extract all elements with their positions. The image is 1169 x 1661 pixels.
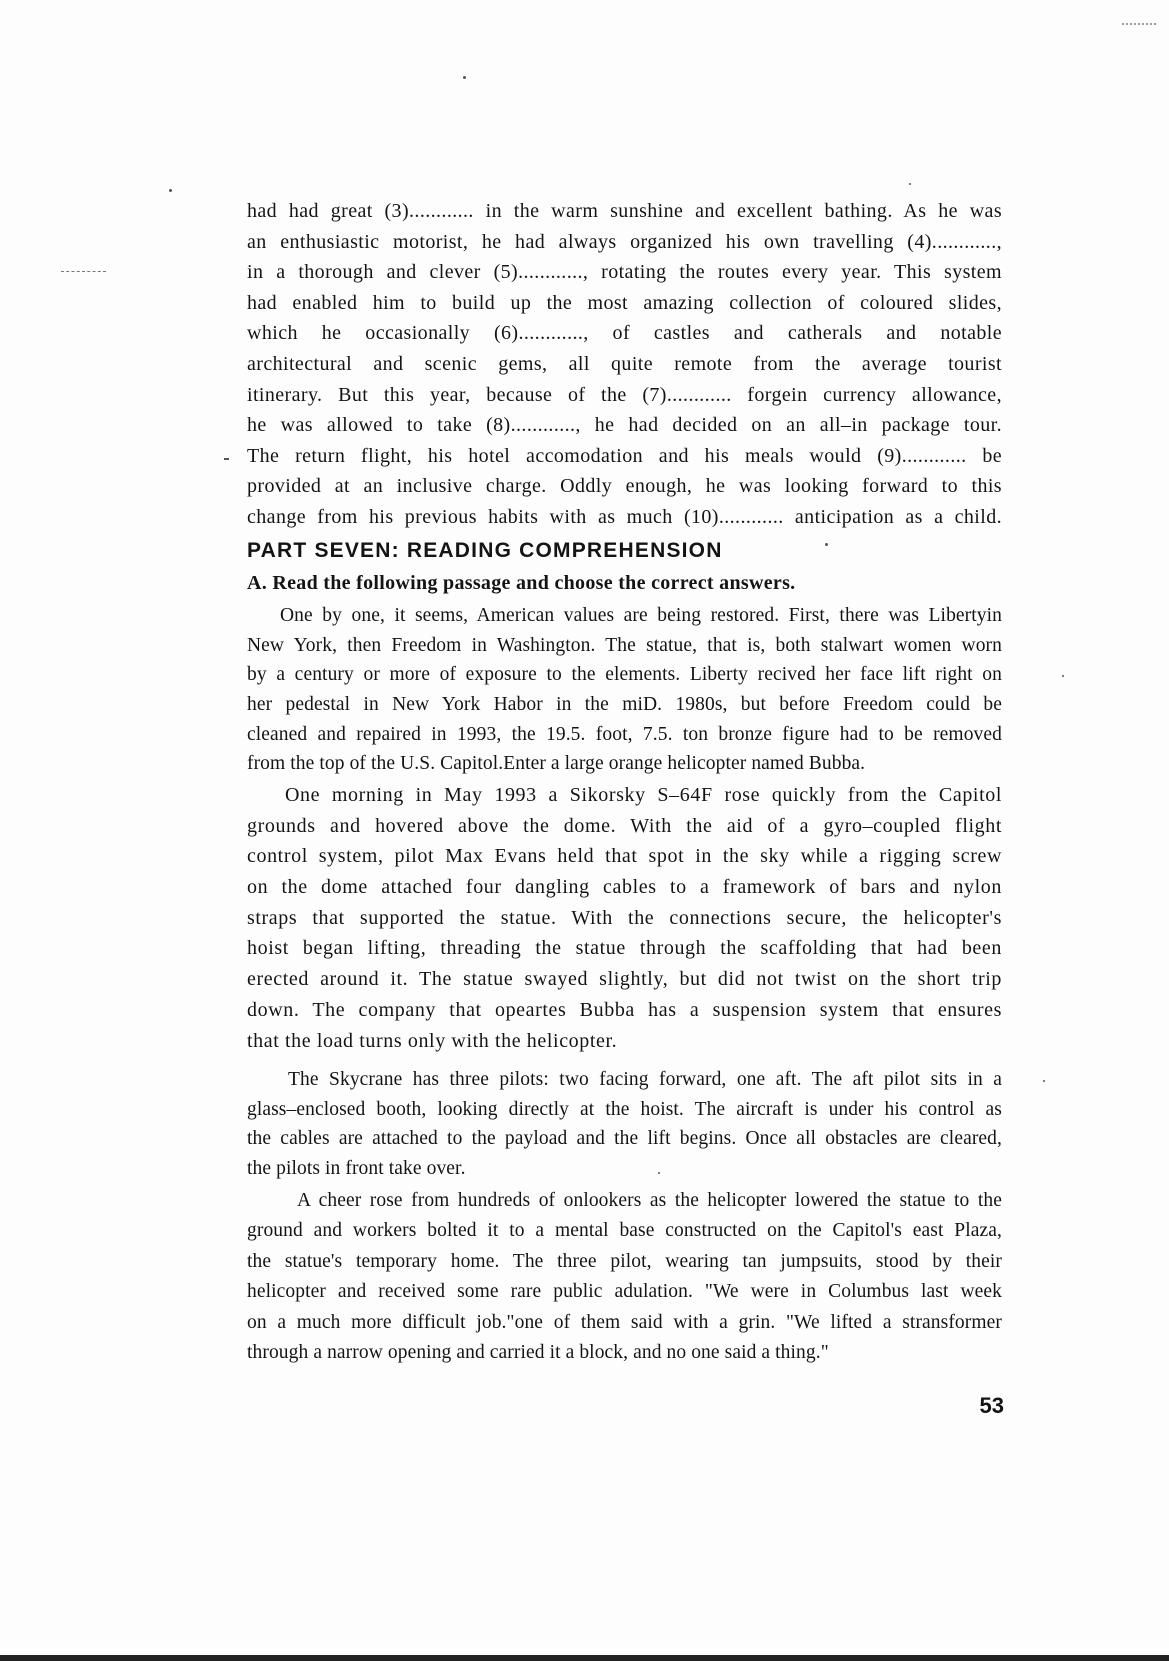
scan-speck xyxy=(224,458,229,460)
cloze-line: which he occasionally (6)............, of castles and catherals and notable xyxy=(247,322,1002,345)
passage-line: helicopter and received some rare public adulation. "We were in Columbus last week xyxy=(247,1281,1002,1303)
passage-paragraph-1 xyxy=(247,601,1002,779)
scan-edge xyxy=(0,1655,1169,1661)
cloze-line: architectural and scenic gems, all quite remote from the average tourist xyxy=(247,352,1002,375)
cloze-line: he was allowed to take (8)............, he had decided on an all–in package tour. xyxy=(247,414,1002,437)
passage-line: down. The company that opeartes Bubba has a suspension system that ensures xyxy=(247,998,1002,1021)
passage-line: on a much more difficult job."one of them said with a grin. "We lifted a stransformer xyxy=(247,1311,1002,1333)
passage-line: erected around it. The statue swayed slightly, but did not twist on the short trip xyxy=(247,968,1002,991)
passage-line: her pedestal in New York Habor in the miD. 1980s, but before Freedom could be xyxy=(247,694,1002,716)
passage-line: The Skycrane has three pilots: two facing forward, one aft. The aft pilot sits in a xyxy=(288,1069,1002,1090)
passage-line: from the top of the U.S. Capitol.Enter a large orange helicopter named Bubba. xyxy=(247,753,866,775)
passage-paragraph-2 xyxy=(247,780,1002,1056)
passage-paragraph-3 xyxy=(247,1065,1002,1184)
passage-line: glass–enclosed booth, looking directly at the hoist. The aircraft is under his control as xyxy=(247,1098,1002,1120)
section-heading: PART SEVEN: READING COMPREHENSION xyxy=(247,539,723,562)
passage-line: straps that supported the statue. With the connections secure, the helicopter's xyxy=(247,906,1002,929)
passage-line: hoist began lifting, threading the statue through the scaffolding that had been xyxy=(247,937,1002,960)
cloze-line: an enthusiastic motorist, he had always organized his own travelling (4)............, xyxy=(247,230,1002,253)
scan-speck xyxy=(909,183,911,185)
cloze-passage xyxy=(247,196,1002,533)
passage-line: control system, pilot Max Evans held that spot in the sky while a rigging screw xyxy=(247,845,1002,868)
cloze-line: itinerary. But this year, because of the (7)............ forgein currency allowance, xyxy=(247,383,1002,406)
scan-speck xyxy=(463,76,466,79)
cloze-line: had enabled him to build up the most amazing collection of coloured slides, xyxy=(247,291,1002,314)
passage-line: ground and workers bolted it to a mental base constructed on the Capitol's east Plaza, xyxy=(247,1220,1002,1242)
cloze-line: provided at an inclusive charge. Oddly enough, he was looking forward to this xyxy=(247,475,1002,498)
passage-line: on the dome attached four dangling cables to a framework of bars and nylon xyxy=(247,876,1002,899)
passage-line: One by one, it seems, American values are being restored. First, there was Libertyin xyxy=(280,605,1002,626)
scan-speck xyxy=(1043,1080,1045,1082)
scan-speck xyxy=(1062,675,1064,677)
passage-line: A cheer rose from hundreds of onlookers as the helicopter lowered the statue to the xyxy=(297,1190,1002,1211)
passage-line: One morning in May 1993 a Sikorsky S–64F rose quickly from the Capitol xyxy=(285,784,1002,806)
cloze-line: had had great (3)............ in the warm sunshine and excellent bathing. As he was xyxy=(247,200,1002,222)
cloze-line: change from his previous habits with as much (10)............ anticipation as a child. xyxy=(247,505,1002,528)
task-instruction: A. Read the following passage and choose the correct answers. xyxy=(247,572,796,594)
passage-line: cleaned and repaired in 1993, the 19.5. foot, 7.5. ton bronze figure had to be removed xyxy=(247,723,1002,745)
cloze-line: in a thorough and clever (5)............, rotating the routes every year. This system xyxy=(247,261,1002,284)
passage-line: the pilots in front take over. xyxy=(247,1158,466,1180)
page-number: 53 xyxy=(979,1393,1004,1418)
passage-line: New York, then Freedom in Washington. The statue, that is, both stalwart women worn xyxy=(247,634,1002,656)
cloze-line: The return flight, his hotel accomodation and his meals would (9)............ be xyxy=(247,444,1002,467)
scan-speck xyxy=(61,271,106,272)
passage-line: the statue's temporary home. The three pilot, wearing tan jumpsuits, stood by their xyxy=(247,1250,1002,1272)
passage-line: by a century or more of exposure to the elements. Liberty recived her face lift right on xyxy=(247,664,1002,686)
passage-line: grounds and hovered above the dome. With the aid of a gyro–coupled flight xyxy=(247,814,1002,837)
scan-speck xyxy=(1122,23,1156,25)
passage-paragraph-4 xyxy=(247,1186,1002,1368)
passage-line: through a narrow opening and carried it a block, and no one said a thing." xyxy=(247,1341,829,1363)
passage-line: that the load turns only with the helicopter. xyxy=(247,1029,618,1052)
scan-speck xyxy=(825,543,828,546)
scan-speck xyxy=(169,189,172,192)
passage-line: the cables are attached to the payload and the lift begins. Once all obstacles are cleared, xyxy=(247,1128,1002,1150)
